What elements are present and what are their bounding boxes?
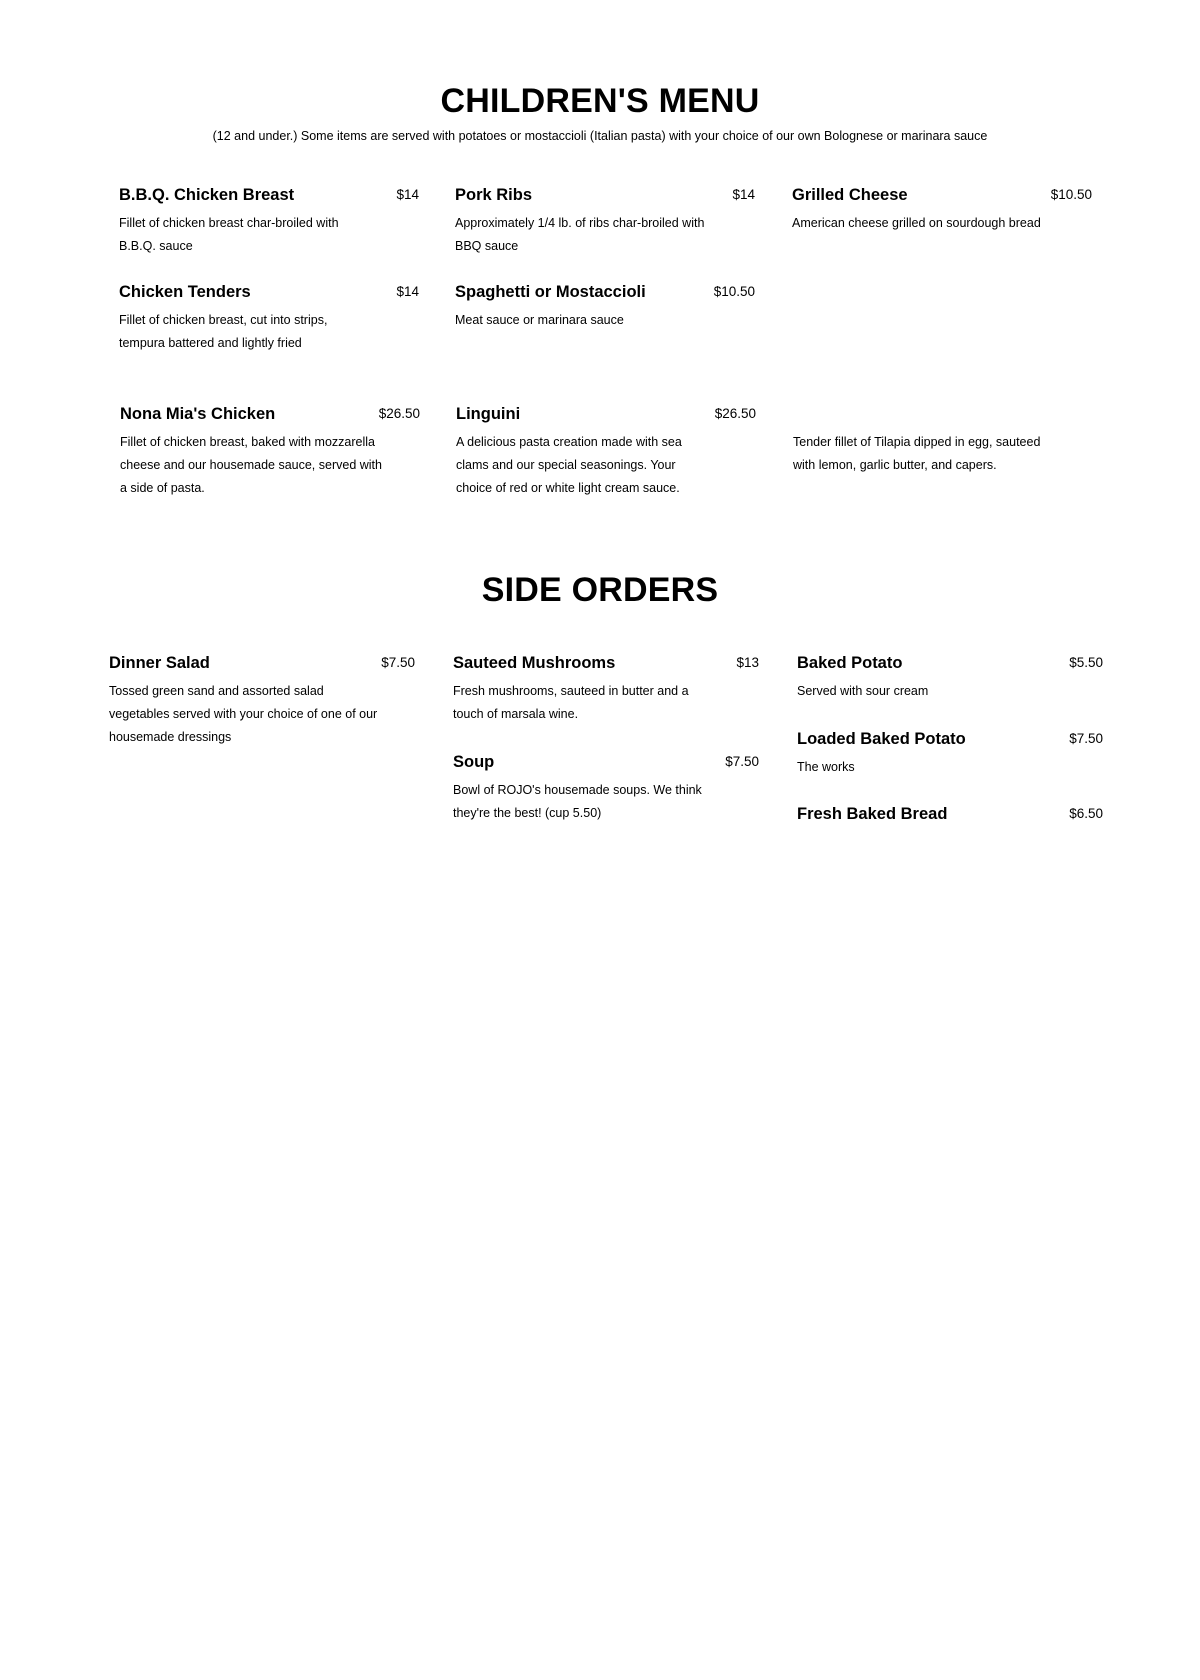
item-price: $7.50 — [725, 754, 759, 769]
item-price: $14 — [396, 284, 419, 299]
item-description: American cheese grilled on sourdough bread — [792, 216, 1041, 230]
item-price: $5.50 — [1069, 655, 1103, 670]
menu-item-pork-ribs — [455, 186, 755, 258]
menu-item-sauteed-mushrooms — [453, 654, 759, 726]
item-price: $10.50 — [713, 284, 755, 299]
item-name: Grilled Cheese — [792, 186, 908, 204]
menu-item-tilapia — [793, 405, 1093, 477]
side-orders-title: SIDE ORDERS — [481, 571, 719, 609]
item-price: $26.50 — [714, 406, 756, 421]
item-name: B.B.Q. Chicken Breast — [119, 186, 295, 204]
item-name: Loaded Baked Potato — [797, 730, 966, 748]
item-price: $6.50 — [1069, 806, 1103, 821]
item-name: Dinner Salad — [109, 654, 210, 672]
menu-item-nona-mias-chicken — [120, 405, 420, 500]
item-name: Spaghetti or Mostaccioli — [455, 283, 646, 301]
childrens-menu-title: CHILDREN'S MENU — [440, 82, 760, 120]
item-description: Served with sour cream — [797, 684, 929, 698]
item-description: Fillet of chicken breast, baked with mozzarella cheese and our housemade sauce, served with a side of pasta. — [120, 435, 382, 495]
menu-item-loaded-baked-potato — [797, 730, 1103, 779]
item-price: $10.50 — [1050, 187, 1092, 202]
item-description: Fillet of chicken breast, cut into strips, tempura battered and lightly fried — [119, 313, 328, 350]
item-price: $7.50 — [381, 655, 415, 670]
item-price: $26.50 — [378, 406, 420, 421]
item-price: $13 — [736, 655, 759, 670]
item-description: A delicious pasta creation made with sea clams and our special seasonings. Your choice of red or white light cream sauce. — [456, 435, 682, 495]
item-description: Fillet of chicken breast char-broiled with B.B.Q. sauce — [119, 216, 339, 253]
item-name: Sauteed Mushrooms — [453, 654, 616, 672]
item-name: Pork Ribs — [455, 186, 533, 204]
menu-item-chicken-tenders — [119, 283, 419, 355]
item-name: Chicken Tenders — [119, 283, 251, 301]
menu-item-grilled-cheese — [792, 186, 1092, 235]
menu-item-spaghetti-or-mostaccioli — [455, 283, 755, 332]
menu-item-soup — [453, 753, 759, 825]
childrens-menu-subtitle: (12 and under.) Some items are served with potatoes or mostaccioli (Italian pasta) with your choice of our own Bolognese or marinara sauce — [212, 129, 988, 143]
item-name: Nona Mia's Chicken — [120, 405, 276, 423]
item-name: Soup — [453, 753, 495, 771]
item-name: Fresh Baked Bread — [797, 805, 948, 823]
item-description: Approximately 1/4 lb. of ribs char-broiled with BBQ sauce — [455, 216, 705, 253]
menu-item-baked-potato — [797, 654, 1103, 703]
item-description: Bowl of ROJO's housemade soups. We think they're the best! (cup 5.50) — [453, 783, 702, 820]
menu-item-linguini — [456, 405, 756, 500]
menu-item-dinner-salad — [109, 654, 415, 749]
item-name: Linguini — [456, 405, 521, 423]
item-price: $14 — [396, 187, 419, 202]
item-description: Fresh mushrooms, sauteed in butter and a touch of marsala wine. — [453, 684, 689, 721]
menu-item-fresh-baked-bread — [797, 805, 1103, 825]
item-description: The works — [797, 760, 855, 774]
item-description: Tossed green sand and assorted salad vegetables served with your choice of one of our housemade dressings — [109, 684, 378, 744]
item-price: $14 — [732, 187, 755, 202]
item-name: Baked Potato — [797, 654, 903, 672]
menu-item-bbq-chicken-breast — [119, 186, 419, 258]
item-description: Tender fillet of Tilapia dipped in egg, sauteed with lemon, garlic butter, and capers. — [793, 435, 1041, 472]
item-price: $7.50 — [1069, 731, 1103, 746]
item-description: Meat sauce or marinara sauce — [455, 313, 624, 327]
